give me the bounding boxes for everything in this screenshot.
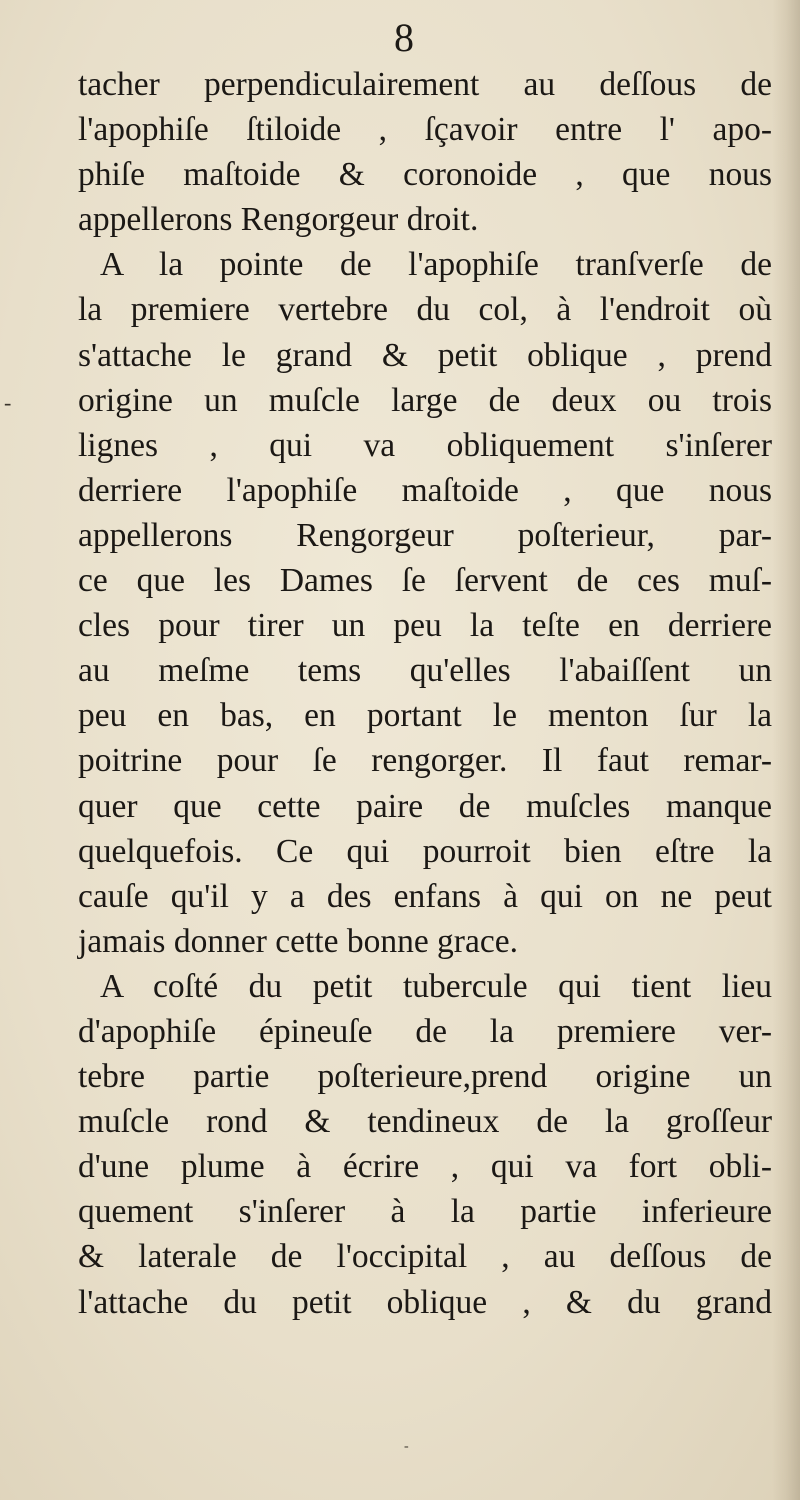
text-line: cles pour tirer un peu la teſte en derriere xyxy=(78,607,772,645)
margin-speck: - xyxy=(4,390,12,415)
text-line: d'une plume à écrire , qui va fort obli- xyxy=(78,1148,772,1186)
text-line: l'apophiſe ſtiloide , ſçavoir entre l' apo- xyxy=(78,111,772,149)
text-line: origine un muſcle large de deux ou trois xyxy=(78,381,772,419)
text-line: peu en bas, en portant le menton ſur la xyxy=(78,697,772,735)
text-line: derriere l'apophiſe maſtoide , que nous xyxy=(78,471,772,509)
text-line: quer que cette paire de muſcles manque xyxy=(78,787,772,825)
text-line: tacher perpendiculairement au deſſous de xyxy=(78,66,772,103)
page-number: 8 xyxy=(394,15,414,60)
text-line: & laterale de l'occipital , au deſſous de xyxy=(78,1238,772,1276)
text-line: appellerons Rengorgeur droit. xyxy=(78,201,479,239)
text-line: jamais donner cette bonne grace. xyxy=(78,922,518,960)
text-line: poitrine pour ſe rengorger. Il faut remar- xyxy=(78,742,772,780)
text-line: muſcle rond & tendineux de la groſſeur xyxy=(78,1103,772,1141)
text-line: quelquefois. Ce qui pourroit bien eſtre la xyxy=(78,832,772,870)
text-line: la premiere vertebre du col, à l'endroit où xyxy=(78,291,772,329)
text-line: cauſe qu'il y a des enfans à qui on ne peut xyxy=(78,877,772,915)
text-line: quement s'inſerer à la partie inferieure xyxy=(78,1193,772,1231)
paragraph-start-line: A coſté du petit tubercule qui tient lieu xyxy=(100,967,772,1005)
body-text xyxy=(78,62,772,1325)
text-line: ce que les Dames ſe ſervent de ces muſ- xyxy=(78,562,772,600)
page-edge-shadow xyxy=(772,0,800,1500)
text-line: l'attache du petit oblique , & du grand xyxy=(78,1283,772,1321)
text-line: appellerons Rengorgeur poſterieur, par- xyxy=(78,516,772,554)
text-line: lignes , qui va obliquement s'inſerer xyxy=(78,426,772,464)
text-line: s'attache le grand & petit oblique , prend xyxy=(78,336,772,374)
text-line: tebre partie poſterieure,prend origine un xyxy=(78,1058,772,1096)
text-line: phiſe maſtoide & coronoide , que nous xyxy=(78,156,772,194)
ink-speck: - xyxy=(404,1439,409,1454)
text-line: d'apophiſe épineuſe de la premiere ver- xyxy=(78,1012,772,1050)
text-line: au meſme tems qu'elles l'abaiſſent un xyxy=(78,652,772,690)
paragraph-start-line: A la pointe de l'apophiſe tranſverſe de xyxy=(100,246,772,284)
